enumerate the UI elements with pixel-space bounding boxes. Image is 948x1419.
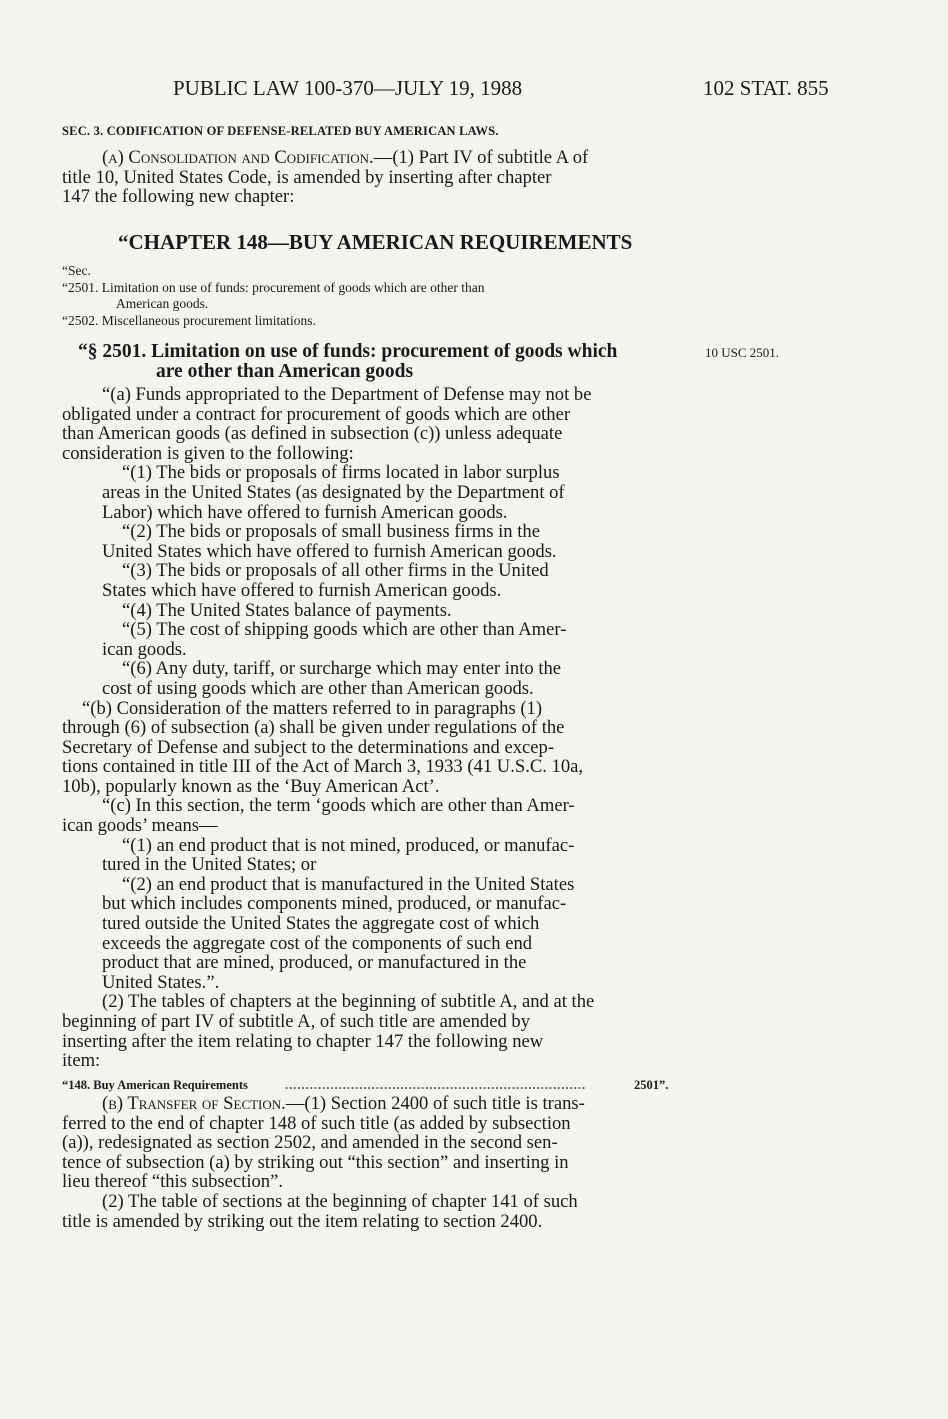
paragraph-a-rest: —(1) Part IV of subtitle A of [373, 147, 589, 168]
body-line: “(b) Consideration of the matters referred to in paragraphs (1) [82, 697, 543, 719]
chapter-title: “CHAPTER 148—BUY AMERICAN REQUIREMENTS [118, 230, 633, 254]
toc-entry-2501-cont: American goods. [116, 296, 209, 311]
section-3-title: SEC. 3. CODIFICATION OF DEFENSE-RELATED BUY AMERICAN LAWS. [62, 124, 499, 138]
body-line: States which have offered to furnish American goods. [102, 579, 502, 601]
body-line: “(2) an end product that is manufactured in the United States [122, 873, 575, 895]
body-line: obligated under a contract for procurement of goods which are other [62, 403, 571, 425]
paragraph-a-line-2: title 10, United States Code, is amended by inserting after chapter [62, 166, 552, 188]
paragraph-b-line-1 [62, 1094, 692, 1114]
body-line: areas in the United States (as designated by the Department of [102, 481, 565, 503]
body-line: consideration is given to the following: [62, 442, 354, 464]
body-line: beginning of part IV of subtitle A, of such title are amended by [62, 1011, 531, 1032]
body-line: Secretary of Defense and subject to the determinations and excep- [62, 736, 555, 758]
body-line: ican goods. [102, 638, 187, 660]
body-line: United States.”. [102, 971, 220, 993]
body-line: “(2) The bids or proposals of small business firms in the [122, 521, 540, 543]
body-line: item: [62, 1050, 101, 1072]
paragraph-a [62, 148, 692, 207]
toc-entry-2502: “2502. Miscellaneous procurement limitations. [62, 313, 316, 328]
body-line: cost of using goods which are other than American goods. [102, 677, 534, 699]
body-line: ferred to the end of chapter 148 of such title (as added by subsection [62, 1112, 571, 1134]
body-line: ican goods’ means— [62, 815, 218, 837]
body-line: inserting after the item relating to chapter 147 the following new [62, 1030, 544, 1052]
body-line: (2) The tables of chapters at the beginning of subtitle A, and at the [102, 991, 595, 1013]
body-line: tured outside the United States the aggregate cost of which [102, 913, 540, 935]
running-header-right: 102 STAT. 855 [703, 76, 829, 100]
margin-note-citation: 10 USC 2501. [705, 345, 780, 360]
paragraph-b-rest: —(1) Section 2400 of such title is trans- [285, 1093, 585, 1114]
body-line: United States which have offered to furnish American goods. [102, 540, 557, 562]
section-2501-heading-cont: are other than American goods [156, 361, 414, 382]
paragraph-a-label: (a) Consolidation and Codification. [102, 147, 374, 168]
toc-entry-2501: “2501. Limitation on use of funds: procurement of goods which are other than [62, 280, 485, 295]
paragraph-a-line-3: 147 the following new chapter: [62, 186, 295, 208]
section-2501-body [62, 385, 692, 1071]
body-line: product that are mined, produced, or manufactured in the [102, 952, 527, 974]
running-header-left: PUBLIC LAW 100-370—JULY 19, 1988 [173, 76, 523, 100]
body-line: lieu thereof “this subsection”. [62, 1171, 283, 1193]
paragraph-a-line-1 [62, 148, 692, 168]
body-line: “(3) The bids or proposals of all other firms in the United [122, 560, 549, 582]
body-line: “(a) Funds appropriated to the Department of Defense may not be [102, 384, 592, 405]
body-line: “(1) The bids or proposals of firms located in labor surplus [122, 462, 560, 484]
body-line: “(6) Any duty, tariff, or surcharge which may enter into the [122, 658, 562, 680]
body-line: (2) The table of sections at the beginning of chapter 141 of such [102, 1190, 578, 1212]
table-item-148: “148. Buy American Requirements [62, 1078, 248, 1092]
paragraph-b [62, 1094, 692, 1231]
body-line: but which includes components mined, produced, or manufac- [102, 893, 567, 915]
body-line: title is amended by striking out the item relating to section 2400. [62, 1210, 543, 1232]
table-item-148-section: 2501”. [634, 1078, 669, 1092]
body-line: 10b), popularly known as the ‘Buy American Act’. [62, 775, 440, 797]
body-line: tence of subsection (a) by striking out “this section” and inserting in [62, 1151, 569, 1173]
body-line: through (6) of subsection (a) shall be given under regulations of the [62, 717, 565, 739]
body-line: “(c) In this section, the term ‘goods which are other than Amer- [102, 795, 575, 817]
body-line: “(1) an end product that is not mined, produced, or manufac- [122, 834, 575, 856]
body-line: tions contained in title III of the Act of March 3, 1933 (41 U.S.C. 10a, [62, 756, 584, 778]
body-line: (a)), redesignated as section 2502, and amended in the second sen- [62, 1132, 558, 1154]
body-line: than American goods (as defined in subsection (c)) unless adequate [62, 423, 563, 445]
body-line: exceeds the aggregate cost of the components of such end [102, 932, 533, 954]
body-line: tured in the United States; or [102, 854, 317, 876]
section-2501-heading: “§ 2501. Limitation on use of funds: procurement of goods which [78, 341, 618, 362]
body-line: Labor) which have offered to furnish American goods. [102, 501, 508, 523]
body-line: “(5) The cost of shipping goods which are other than Amer- [122, 619, 567, 641]
dot-leader: ......................................................................... [285, 1078, 587, 1092]
toc-sec-label: “Sec. [62, 263, 91, 278]
paragraph-b-label: (b) Transfer of Section. [102, 1093, 286, 1114]
body-line: “(4) The United States balance of payments. [122, 599, 452, 621]
